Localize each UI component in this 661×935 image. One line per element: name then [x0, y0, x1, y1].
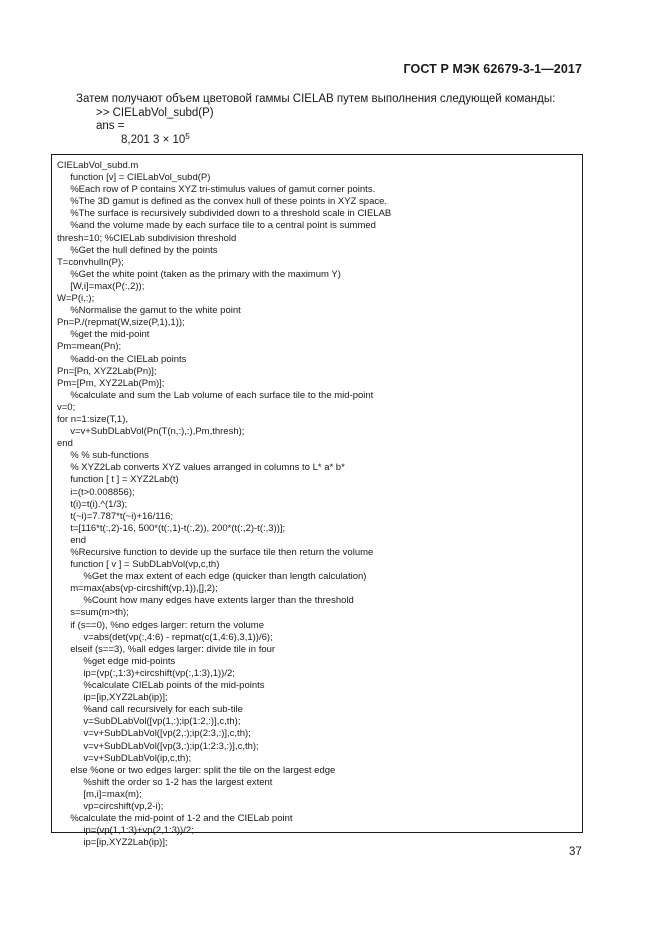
code-line: ip=[ip,XYZ2Lab(ip)]; — [57, 837, 168, 849]
code-line: %Each row of P contains XYZ tri-stimulus values of gamut corner points. — [57, 184, 376, 196]
code-line: function [v] = CIELabVol_subd(P) — [57, 172, 211, 184]
answer-value — [76, 131, 555, 148]
code-line: %The surface is recursively subdivided down to a threshold scale in CIELAB — [57, 208, 392, 220]
code-line: ip=[ip,XYZ2Lab(ip)]; — [57, 692, 168, 704]
code-line: end — [57, 438, 73, 450]
code-line: %The 3D gamut is defined as the convex hull of these points in XYZ space. — [57, 196, 388, 208]
code-line: %add-on the CIELab points — [57, 353, 187, 365]
code-line: %Recursive function to devide up the surface tile then return the volume — [57, 547, 374, 558]
intro-text: Затем получают объем цветовой гаммы CIELAB путем выполнения следующей команды: — [76, 93, 556, 105]
command-line: >> CIELabVol_subd(P) — [96, 106, 214, 119]
code-line: [m,i]=max(m); — [57, 788, 142, 800]
code-line: s=sum(m>th); — [57, 607, 129, 619]
code-line: T=convhulln(P); — [57, 256, 124, 268]
code-line: % XYZ2Lab converts XYZ values arranged in columns to L* a* b* — [57, 462, 345, 474]
code-line: t(~i)=7.787*t(~i)+16/116; — [57, 510, 174, 522]
code-line: %calculate and sum the Lab volume of each surface tile to the mid-point — [57, 389, 374, 401]
standard-designation: ГОСТ Р МЭК 62679-3-1—2017 — [403, 62, 582, 76]
answer-label: ans = — [96, 120, 125, 132]
code-line: end — [57, 534, 87, 546]
code-line: [W,i]=max(P(:,2)); — [57, 280, 145, 292]
code-line: %get the mid-point — [57, 329, 150, 341]
code-line: %Normalise the gamut to the white point — [57, 305, 241, 317]
code-line: t(i)=t(i).^(1/3); — [57, 498, 128, 510]
answer-mantissa: 8,201 3 × 10 — [121, 133, 186, 146]
code-line: %Count how many edges have extents larger than the threshold — [57, 595, 354, 607]
code-line: %shift the order so 1-2 has the largest extent — [57, 776, 273, 788]
code-listing — [57, 160, 391, 849]
code-line: if (s==0), %no edges larger: return the volume — [57, 619, 264, 631]
answer-exponent: 5 — [185, 131, 190, 141]
code-listing-box — [51, 154, 583, 849]
code-line: %Get the white point (taken as the primary with the maximum Y) — [57, 268, 341, 280]
code-line: else %one or two edges larger: split the tile on the largest edge — [57, 764, 336, 776]
code-line: v=0; — [57, 401, 76, 413]
code-line: ip=(vp(:,1:3)+circshift(vp(:,1:3),1))/2; — [57, 667, 235, 679]
code-line: function [ v ] = SubDLabVol(vp,c,th) — [57, 559, 220, 571]
code-line: %get edge mid-points — [57, 655, 176, 667]
code-line: %Get the hull defined by the points — [57, 244, 218, 256]
code-line: %calculate CIELab points of the mid-points — [57, 680, 265, 692]
code-line: function [ t ] = XYZ2Lab(t) — [57, 474, 179, 486]
code-line: v=SubDLabVol([vp(1,:);ip(1:2,:)],c,th); — [57, 716, 241, 728]
code-line: % % sub-functions — [57, 450, 149, 462]
code-line: Pn=[Pn, XYZ2Lab(Pn)]; — [57, 365, 157, 377]
code-line: for n=1:size(T,1), — [57, 413, 129, 425]
code-line: ip=(vp(1,1:3)+vp(2,1:3))/2; — [57, 825, 194, 837]
code-line: %and the volume made by each surface tile to a central point is summed — [57, 220, 376, 232]
code-line: v=v+SubDLabVol([vp(3,:);ip(1:2:3,:)],c,th); — [57, 740, 259, 752]
code-line: v=v+SubDLabVol(Pn(T(n,:),:),Pm,thresh); — [57, 426, 245, 438]
code-line: elseif (s==3), %all edges larger: divide tile in four — [57, 643, 276, 655]
code-line: CIELabVol_subd.m — [57, 160, 139, 171]
intro-block — [76, 93, 555, 147]
code-line: %and call recursively for each sub-tile — [57, 704, 243, 716]
code-line: Pn=P./(repmat(W,size(P,1),1)); — [57, 317, 185, 329]
page-number: 37 — [569, 846, 582, 858]
code-line: vp=circshift(vp,2-i); — [57, 800, 164, 812]
code-line: %calculate the mid-point of 1-2 and the CIELab point — [57, 813, 293, 825]
code-line: v=v+SubDLabVol(ip,c,th); — [57, 752, 192, 764]
code-line: t=[116*t(:,2)-16, 500*(t(:,1)-t(:,2)), 200*(t(:,2)-t(:,3))]; — [57, 522, 286, 534]
code-line: Pm=[Pm, XYZ2Lab(Pm)]; — [57, 377, 165, 389]
code-line: v=abs(det(vp(:,4:6) - repmat(c(1,4:6),3,1))/6); — [57, 631, 273, 643]
code-line: v=v+SubDLabVol([vp(2,:);ip(2:3,:)],c,th); — [57, 728, 251, 740]
code-line: thresh=10; %CIELab subdivision threshold — [57, 232, 237, 244]
code-line: Pm=mean(Pn); — [57, 341, 122, 353]
code-line: m=max(abs(vp-circshift(vp,1)),[],2); — [57, 583, 218, 595]
code-line: i=(t>0.008856); — [57, 486, 135, 498]
code-line: %Get the max extent of each edge (quicker than length calculation) — [57, 571, 367, 583]
code-line: W=P(i,:); — [57, 293, 95, 305]
